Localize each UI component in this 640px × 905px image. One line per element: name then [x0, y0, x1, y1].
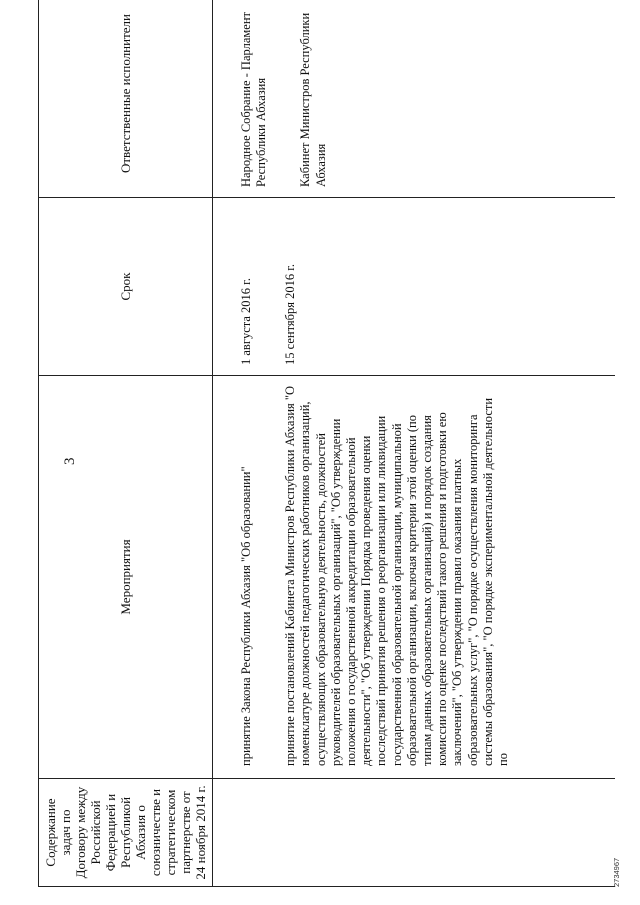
measure-item: принятие постановлений Кабинета Министров Республики Абхазия "О номенклатуре должностей педагогических работников организаций, осуществляющих образовательную деятельность, должностей руководителей образовательных организаций", "Об утверждении положения о государственной аккредитации образовательной деятельности", "Об утверждении Порядка проведения оценки последствий принятия решения о реорганизации или ликвидации государственной образовательной организации, муниципальной образовательной организации, включая критерии этой оценки (по типам данных образовательных организаций) и порядок создания комиссии по оценке последствий такого решения и подготовки ею заключений", "Об утверждении правил оказания платных образовательных услуг", "О порядке осуществления мониторинга системы образования", "О порядке экспериментальной деятельности по: [283, 385, 511, 766]
header-tasks: Содержание задач по Договору между Российской Федерацией и Республикой Абхазия о союзничестве и стратегическом партнерстве от 24 ноября 2014 г.: [39, 779, 213, 887]
deadline-cell: [213, 198, 615, 376]
document-code: 2734967: [612, 857, 621, 887]
deadline-item: 1 августа 2016 г.: [239, 277, 253, 365]
header-deadline: Срок: [39, 198, 213, 376]
page-number: 3: [62, 457, 78, 465]
tasks-cell: [213, 779, 615, 887]
executors-cell: [213, 0, 615, 198]
header-measures: Мероприятия: [39, 376, 213, 779]
measures-cell: [213, 376, 615, 779]
deadline-item: 15 сентября 2016 г.: [283, 263, 298, 365]
header-executors: Ответственные исполнители: [39, 0, 213, 198]
table-header-row: [39, 0, 213, 887]
executor-item: Кабинет Министров Республики Абхазия: [298, 12, 328, 187]
table-row: [213, 0, 615, 887]
executor-item: Народное Собрание - Парламент Республики Абхазия: [239, 12, 269, 187]
measure-item: принятие Закона Республики Абхазия "Об образовании": [239, 466, 253, 766]
measures-table: [38, 0, 615, 887]
